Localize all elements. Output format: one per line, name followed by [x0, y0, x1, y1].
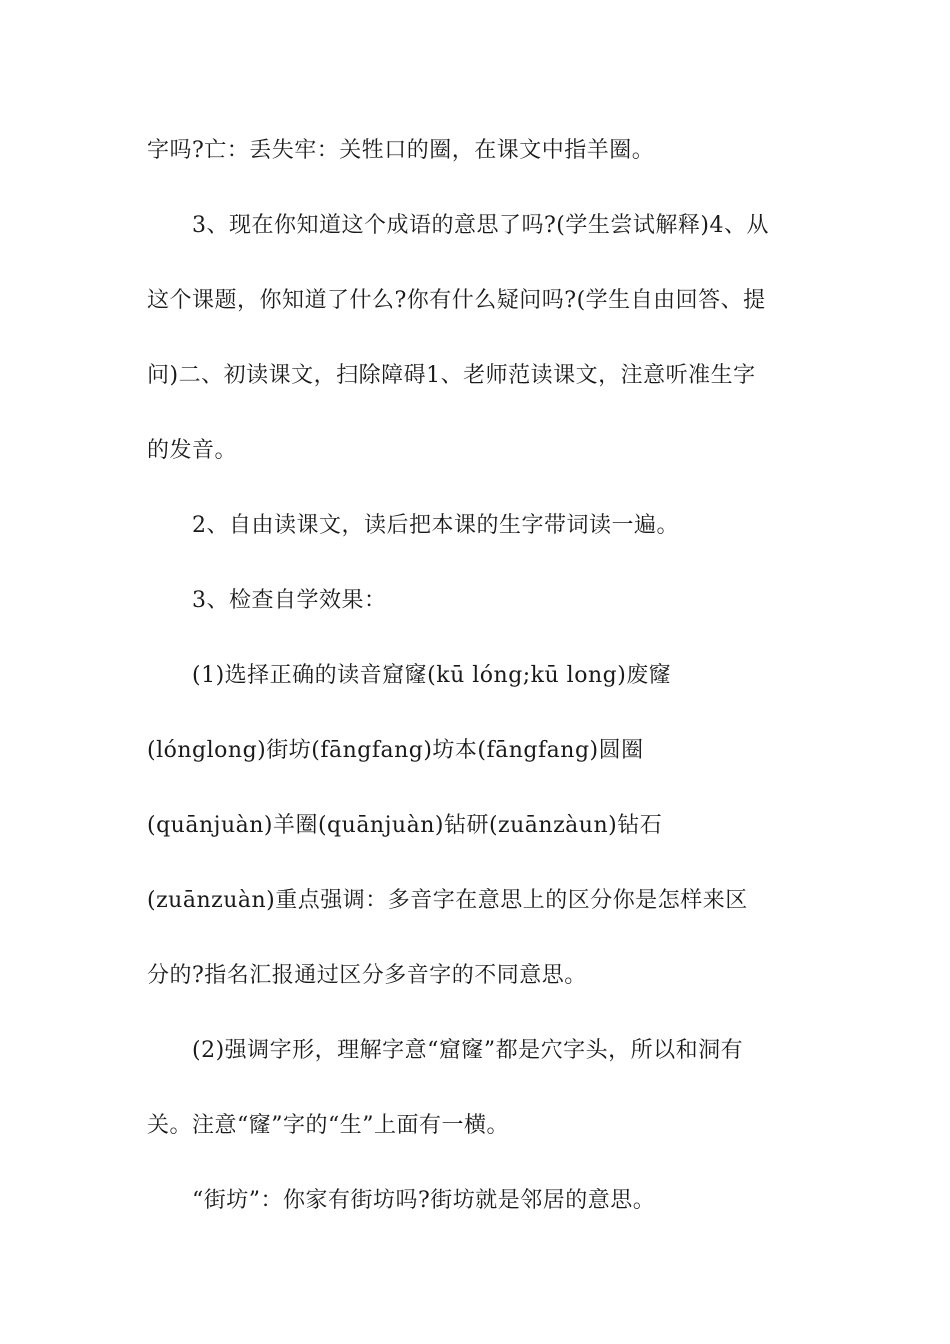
text-line-14: 关。注意“窿”字的“生”上面有一横。 [147, 1113, 509, 1138]
text-line-12: 分的?指名汇报通过区分多音字的不同意思。 [147, 963, 587, 988]
text-line-15: “街坊”：你家有街坊吗?街坊就是邻居的意思。 [192, 1188, 656, 1213]
text-line-8: (1)选择正确的读音窟窿(kū lóng;kū long)废窿 [192, 663, 672, 688]
text-line-2: 3、现在你知道这个成语的意思了吗?(学生尝试解释)4、从 [192, 213, 769, 238]
text-line-3: 这个课题，你知道了什么?你有什么疑问吗?(学生自由回答、提 [147, 288, 766, 313]
text-line-5: 的发音。 [147, 438, 238, 463]
text-line-6: 2、自由读课文，读后把本课的生字带词读一遍。 [192, 513, 679, 538]
text-line-13: (2)强调字形，理解字意“窟窿”都是穴字头，所以和洞有 [192, 1038, 744, 1063]
text-line-1: 字吗?亡：丢失牢：关牲口的圈，在课文中指羊圈。 [147, 138, 655, 163]
text-line-7: 3、检查自学效果： [192, 588, 387, 613]
text-line-10: (quānjuàn)羊圈(quānjuàn)钻研(zuānzàun)钻石 [147, 813, 663, 838]
text-line-9: (lónglong)街坊(fāngfang)坊本(fāngfang)圆圈 [147, 738, 644, 763]
text-line-4: 问)二、初读课文，扫除障碍1、老师范读课文，注意听准生字 [147, 363, 756, 388]
text-line-11: (zuānzuàn)重点强调：多音字在意思上的区分你是怎样来区 [147, 888, 748, 913]
